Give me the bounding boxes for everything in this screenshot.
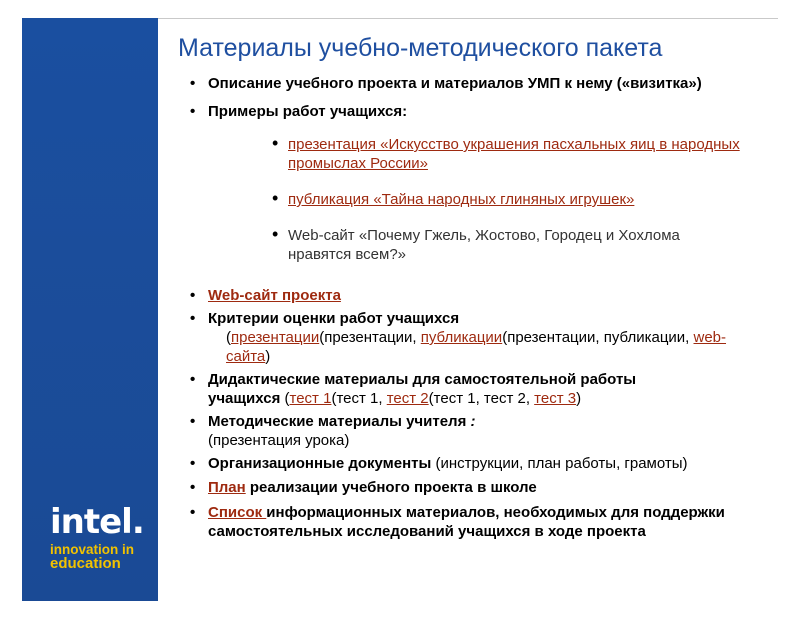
- criteria-paren-3: (презентации, публикации,: [502, 329, 694, 346]
- logo-word: intel.: [50, 502, 144, 542]
- page-title: Материалы учебно-методического пакета: [178, 34, 663, 62]
- criteria-paren-2: (презентации,: [319, 329, 421, 346]
- org-rest: (инструкции, план работы, грамоты): [431, 455, 688, 472]
- list-item-examples: [190, 102, 770, 121]
- didactic-paren-2: (тест 1,: [331, 390, 387, 407]
- list-link[interactable]: Список: [208, 504, 267, 521]
- examples-sublist: [272, 135, 752, 264]
- didactic-paren-3: (тест 1, тест 2,: [428, 390, 535, 407]
- project-website-link[interactable]: Web-сайт проекта: [208, 287, 341, 304]
- didactic-title-2: учащихся: [208, 390, 281, 407]
- top-divider: [158, 18, 778, 19]
- criteria-title: • Критерии оценки работ учащихся: [208, 310, 460, 327]
- criteria-presentations-link[interactable]: презентации: [231, 329, 320, 346]
- teacher-title: Методические материалы учителя: [208, 413, 467, 430]
- list-item-description: [190, 74, 728, 93]
- didactic-paren-4: ): [576, 390, 582, 407]
- sublist-item-publication: [272, 190, 752, 209]
- examples-text: Примеры работ учащихся:: [208, 103, 408, 120]
- criteria-paren-1: (: [226, 329, 231, 346]
- criteria-paren-4: ): [265, 348, 271, 365]
- logo-tagline-1: innovation in: [50, 542, 134, 557]
- test-3-link[interactable]: тест 3: [534, 390, 577, 407]
- content-list: [190, 74, 770, 541]
- list-item-didactic: [190, 370, 768, 408]
- list-rest: информационных материалов, необходимых для поддержки самостоятельных исследований учащихся в ходе проекта: [208, 504, 725, 540]
- presentation-link[interactable]: презентация «Искусство украшения пасхальных яиц в народных промыслах России»: [288, 136, 740, 172]
- org-title: Организационные документы: [208, 455, 432, 472]
- teacher-sub: (презентация урока): [208, 432, 350, 449]
- criteria-publications-link[interactable]: публикации: [420, 329, 503, 346]
- criteria-website-link[interactable]: web-сайта: [226, 329, 727, 365]
- list-item-teacher: [190, 412, 770, 450]
- teacher-colon: :: [466, 413, 476, 430]
- intel-logo: [50, 502, 150, 572]
- publication-link[interactable]: публикация «Тайна народных глиняных игрушек»: [288, 191, 635, 208]
- logo-tagline-2: education: [50, 555, 121, 572]
- plan-link[interactable]: План: [208, 479, 246, 496]
- list-item-info-list: [190, 503, 748, 541]
- list-item-org: [190, 454, 728, 473]
- list-item-project-website: [190, 286, 770, 305]
- sublist-item-presentation: [272, 135, 758, 173]
- criteria-links-line: [208, 328, 770, 366]
- description-text: Описание учебного проекта и материалов УМП к нему («визитка»): [208, 75, 702, 92]
- sublist-item-website: [272, 226, 708, 264]
- didactic-paren-1: (: [280, 390, 290, 407]
- test-2-link[interactable]: тест 2: [386, 390, 429, 407]
- test-1-link[interactable]: тест 1: [289, 390, 332, 407]
- website-example-text: Web-сайт «Почему Гжель, Жостово, Городец и Хохлома нравятся всем?»: [288, 227, 680, 263]
- plan-rest: реализации учебного проекта в школе: [245, 479, 537, 496]
- didactic-title-1: Дидактические материалы для самостоятельной работы: [208, 371, 637, 388]
- list-item-plan: [190, 478, 770, 497]
- list-item-criteria: [190, 309, 770, 366]
